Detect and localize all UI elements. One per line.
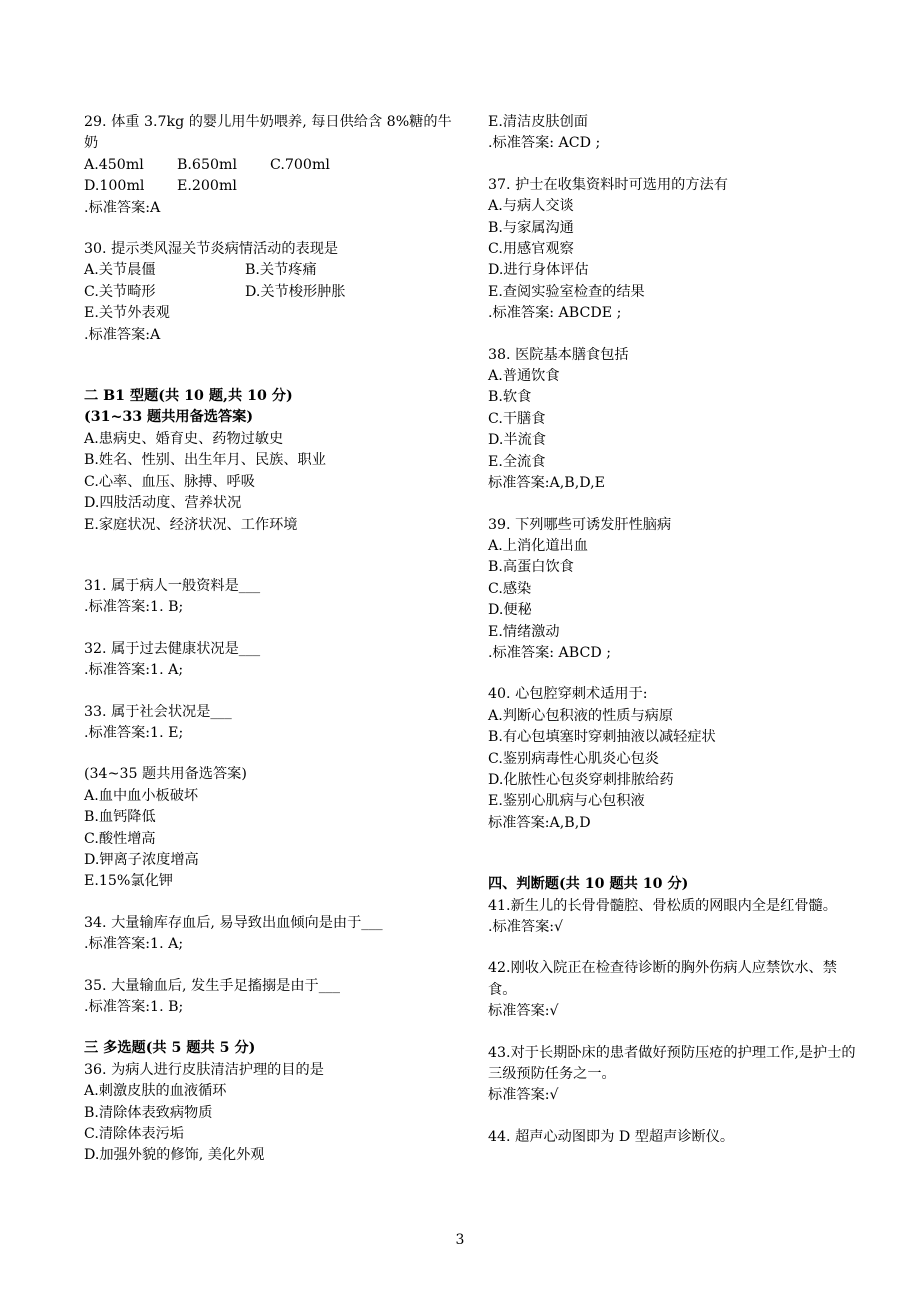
- option: C.鉴别病毒性心肌炎心包炎: [488, 750, 659, 767]
- question-40-stem: 40. 心包腔穿刺术适用于:: [488, 686, 648, 703]
- option: A.判断心包积液的性质与病原: [488, 707, 674, 724]
- question-29-options-row2: [84, 176, 456, 197]
- option: B.650ml: [177, 156, 238, 173]
- answer: .标准答案:1. A;: [84, 662, 184, 679]
- option: D.关节梭形肿胀: [245, 283, 346, 300]
- question-29-stem: 29. 体重 3.7kg 的婴儿用牛奶喂养, 每日供给含 8%糖的牛奶: [84, 114, 452, 152]
- option: A.普通饮食: [488, 368, 560, 385]
- page-number: 3: [455, 1232, 465, 1248]
- option: E.关节外表观: [84, 305, 170, 322]
- option: D.四肢活动度、营养状况: [84, 495, 242, 512]
- section-2-title: 二 B1 型题(共 10 题,共 10 分): [84, 388, 293, 405]
- option: B.软食: [488, 389, 532, 406]
- option: D.化脓性心包炎穿刺排脓给药: [488, 771, 674, 788]
- option: E.15%氯化钾: [84, 873, 173, 890]
- option: C.心率、血压、脉搏、呼吸: [84, 473, 255, 490]
- option: A.患病史、婚育史、药物过敏史: [84, 430, 284, 447]
- answer: 标准答案:√: [488, 1003, 559, 1020]
- option: C.酸性增高: [84, 830, 156, 847]
- option: D.半流食: [488, 432, 546, 449]
- option: A.450ml: [84, 156, 144, 173]
- option: D.进行身体评估: [488, 262, 589, 279]
- option: A.刺激皮肤的血液循环: [84, 1083, 227, 1100]
- answer: .标准答案:1. B;: [84, 599, 184, 616]
- question-32-stem: 32. 属于过去健康状况是___: [84, 640, 261, 657]
- question-35-stem: 35. 大量输血后, 发生手足搐搦是由于___: [84, 977, 340, 994]
- question-37-stem: 37. 护士在收集资料时可选用的方法有: [488, 176, 728, 193]
- answer: 标准答案:A,B,D,E: [488, 475, 605, 492]
- option: C.清除体表污垢: [84, 1126, 184, 1143]
- option: E.家庭状况、经济状况、工作环境: [84, 516, 298, 533]
- question-29-options-row1: [84, 155, 456, 176]
- option: A.与病人交谈: [488, 198, 574, 215]
- option: C.700ml: [270, 156, 330, 173]
- option: C.用感官观察: [488, 241, 574, 258]
- answer: .标准答案:1. E;: [84, 724, 184, 741]
- option: C.感染: [488, 580, 532, 597]
- answer: .标准答案: ABCD ;: [488, 644, 612, 661]
- question-30-stem: 30. 提示类风湿关节炎病情活动的表现是: [84, 241, 339, 258]
- option: B.血钙降低: [84, 809, 156, 826]
- section-4-title: 四、判断题(共 10 题共 10 分): [488, 876, 689, 893]
- option: B.高蛋白饮食: [488, 559, 574, 576]
- option: A.关节晨僵: [84, 262, 156, 279]
- question-39-stem: 39. 下列哪些可诱发肝性脑病: [488, 516, 672, 533]
- right-column: [488, 112, 860, 1148]
- question-34-stem: 34. 大量输库存血后, 易导致出血倾向是由于___: [84, 914, 383, 931]
- option: E.清洁皮肤创面: [488, 114, 588, 130]
- option: D.便秘: [488, 602, 532, 619]
- section-3-title: 三 多选题(共 5 题共 5 分): [84, 1040, 256, 1057]
- option: E.查阅实验室检查的结果: [488, 283, 645, 300]
- question-30-options-row2: [84, 282, 456, 303]
- option: D.钾离子浓度增高: [84, 851, 199, 868]
- option: E.全流食: [488, 453, 546, 470]
- question-42-stem: 42.刚收入院正在检查待诊断的胸外伤病人应禁饮水、禁食。: [488, 960, 837, 998]
- option: B.有心包填塞时穿刺抽液以减轻症状: [488, 729, 716, 746]
- answer: .标准答案: ACD ;: [488, 135, 601, 152]
- option: B.关节疼痛: [245, 262, 317, 279]
- answer: .标准答案:A: [84, 199, 161, 216]
- answer: .标准答案:√: [488, 919, 564, 935]
- group-1-header: (31~33 题共用备选答案): [84, 409, 254, 426]
- option: D.加强外貌的修饰, 美化外观: [84, 1147, 265, 1164]
- option: B.与家属沟通: [488, 219, 574, 236]
- question-31-stem: 31. 属于病人一般资料是___: [84, 577, 261, 594]
- question-38-stem: 38. 医院基本膳食包括: [488, 346, 629, 363]
- question-44-stem: 44. 超声心动图即为 D 型超声诊断仪。: [488, 1128, 735, 1145]
- answer: .标准答案:A: [84, 326, 161, 343]
- group-2-header: (34~35 题共用备选答案): [84, 766, 247, 783]
- answer: 标准答案:A,B,D: [488, 814, 591, 831]
- question-33-stem: 33. 属于社会状况是___: [84, 703, 232, 720]
- left-column: [84, 112, 456, 1167]
- option: E.情绪激动: [488, 623, 560, 640]
- answer: .标准答案: ABCDE ;: [488, 305, 622, 322]
- answer: .标准答案:1. A;: [84, 936, 184, 953]
- answer: .标准答案:1. B;: [84, 999, 184, 1015]
- option: E.鉴别心肌病与心包积液: [488, 793, 645, 810]
- option: B.姓名、性别、出生年月、民族、职业: [84, 452, 326, 469]
- option: E.200ml: [177, 178, 237, 195]
- option: A.血中血小板破坏: [84, 787, 199, 804]
- option: C.干膳食: [488, 410, 546, 427]
- option: A.上消化道出血: [488, 537, 588, 554]
- option: B.清除体表致病物质: [84, 1104, 213, 1121]
- question-41-stem: 41.新生儿的长骨骨髓腔、骨松质的网眼内全是红骨髓。: [488, 897, 837, 914]
- question-43-stem: 43.对于长期卧床的患者做好预防压疮的护理工作,是护士的三级预防任务之一。: [488, 1044, 856, 1083]
- option: D.100ml: [84, 178, 145, 195]
- option: C.关节畸形: [84, 283, 156, 300]
- question-36-stem: 36. 为病人进行皮肤清洁护理的目的是: [84, 1061, 324, 1078]
- answer: 标准答案:√: [488, 1087, 559, 1104]
- question-30-options-row1: [84, 260, 456, 281]
